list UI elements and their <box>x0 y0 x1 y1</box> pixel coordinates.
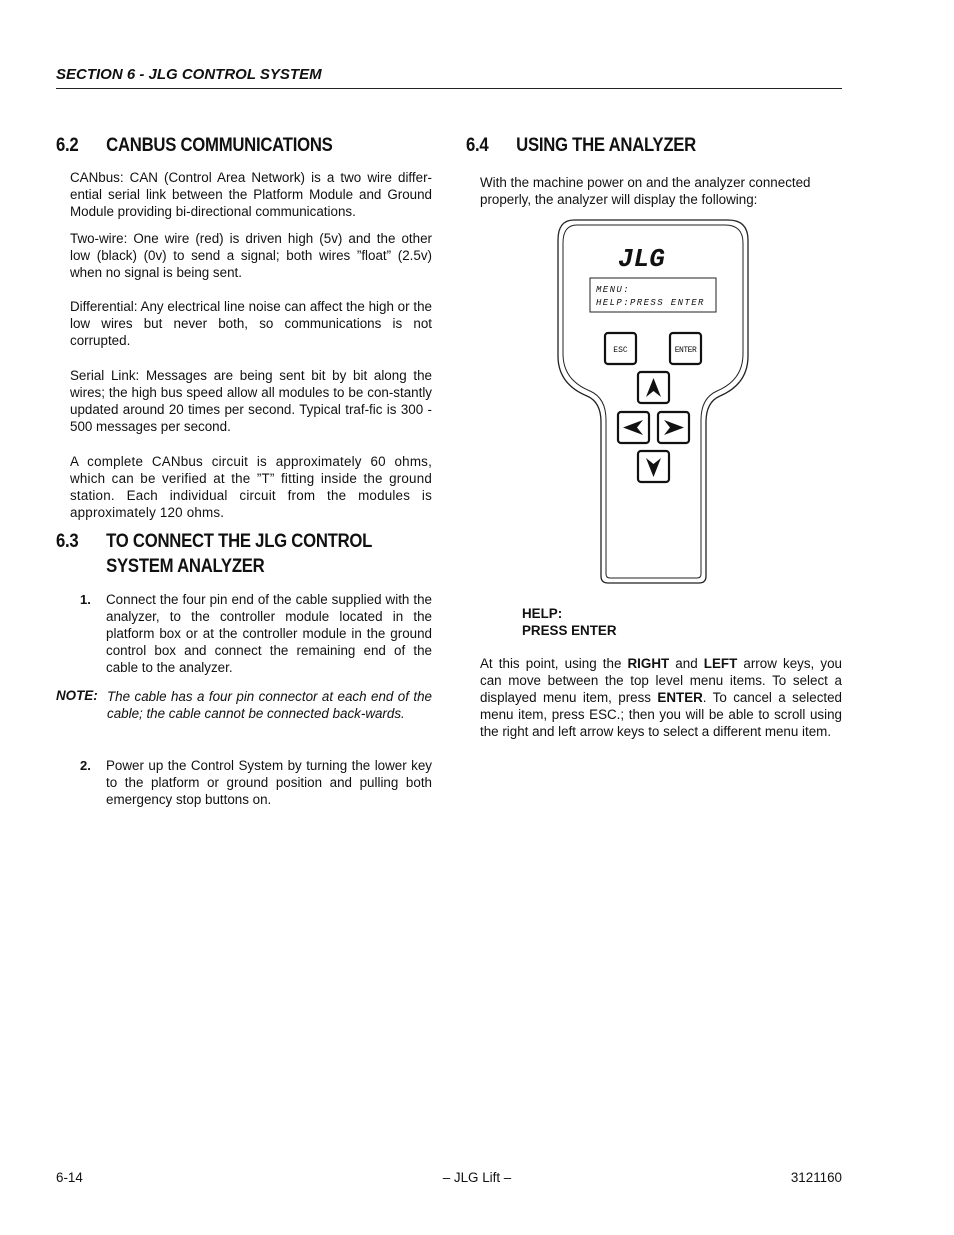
section-header: SECTION 6 - JLG CONTROL SYSTEM <box>56 66 842 89</box>
down-arrow-button[interactable] <box>638 451 669 482</box>
enter-button[interactable] <box>670 333 701 364</box>
right-arrow-button[interactable] <box>658 412 689 443</box>
paragraph-navigation: At this point, using the RIGHT and LEFT arrow keys, you can move between the top level menu items. To select a displayed menu item, press ENTER. To cancel a selected menu item, press ESC.; then you will be able to scroll using the right and left arrow keys to select a different menu item. <box>480 656 843 739</box>
footer-center: – JLG Lift – <box>442 1170 512 1185</box>
page-number: 6-14 <box>56 1170 83 1185</box>
paragraph-intro: With the machine power on and the analyzer connected properly, the analyzer will display the following: <box>480 175 811 207</box>
up-arrow-button[interactable] <box>638 372 669 403</box>
paragraph-differential: Differential: Any electrical line noise can affect the high or the low wires but never both, so communications is not corrupted. <box>70 299 432 348</box>
heading-6-3 <box>56 529 372 579</box>
heading-number: 6.3 <box>56 531 79 552</box>
svg-text:JLG: JLG <box>618 244 665 274</box>
document-number: 3121160 <box>790 1170 842 1185</box>
note-text: The cable has a four pin connector at each end of the cable; the cable cannot be connected back-wards. <box>107 689 432 721</box>
heading-title-line1: TO CONNECT THE JLG CONTROL <box>106 531 373 552</box>
keyword-left: LEFT <box>703 656 738 671</box>
step-1-number: 1. <box>80 592 91 607</box>
left-arrow-button[interactable] <box>618 412 649 443</box>
paragraph-circuit: A complete CANbus circuit is approximately 60 ohms, which can be verified at the ”T” fitting inside the ground station. Each individual circuit from the modules is approximately 120 ohms. <box>70 454 432 520</box>
step-1-text: Connect the four pin end of the cable supplied with the analyzer, to the controller module located in the platform box or at the controller module in the ground control box and connect the remaining end of the cable to the analyzer. <box>106 592 432 675</box>
paragraph-serial-link: Serial Link: Messages are being sent bit by bit along the wires; the high bus speed allow all modules to be con-stantly updated around 20 times per second. Typical traf-fic is 300 - 500 messages per second. <box>70 368 432 434</box>
svg-text:ESC: ESC <box>613 346 628 355</box>
heading-number: 6.2 <box>56 135 79 156</box>
display-caption-line-1: HELP: <box>522 606 563 621</box>
heading-title-line2: SYSTEM ANALYZER <box>106 556 265 577</box>
jlg-logo <box>618 244 665 274</box>
heading-title: CANBUS COMMUNICATIONS <box>106 135 333 156</box>
paragraph-two-wire: Two-wire: One wire (red) is driven high (5v) and the other low (black) (0v) to send a signal; both wires ”float” (2.5v) when no signal is being sent. <box>70 231 432 280</box>
display-caption-line-2: PRESS ENTER <box>522 623 617 638</box>
heading-title: USING THE ANALYZER <box>516 135 696 156</box>
note-label: NOTE: <box>56 688 98 703</box>
esc-button[interactable] <box>605 333 636 364</box>
display-line-1: MENU: <box>596 285 631 295</box>
display-caption <box>522 605 617 639</box>
heading-number: 6.4 <box>466 135 489 156</box>
keyword-right: RIGHT <box>627 656 670 671</box>
display-line-2: HELP:PRESS ENTER <box>596 298 705 308</box>
paragraph-canbus: CANbus: CAN (Control Area Network) is a two wire differ-ential serial link between the Platform Module and Ground Module providing bi-directional communications. <box>70 170 432 219</box>
keyword-enter: ENTER <box>657 690 703 705</box>
heading-6-4 <box>466 133 696 158</box>
heading-6-2 <box>56 133 333 158</box>
step-2-number: 2. <box>80 758 91 773</box>
svg-text:ENTER: ENTER <box>674 346 697 355</box>
analyzer-illustration <box>552 216 752 588</box>
step-2-text: Power up the Control System by turning the lower key to the platform or ground position and pulling both emergency stop buttons on. <box>106 758 432 807</box>
